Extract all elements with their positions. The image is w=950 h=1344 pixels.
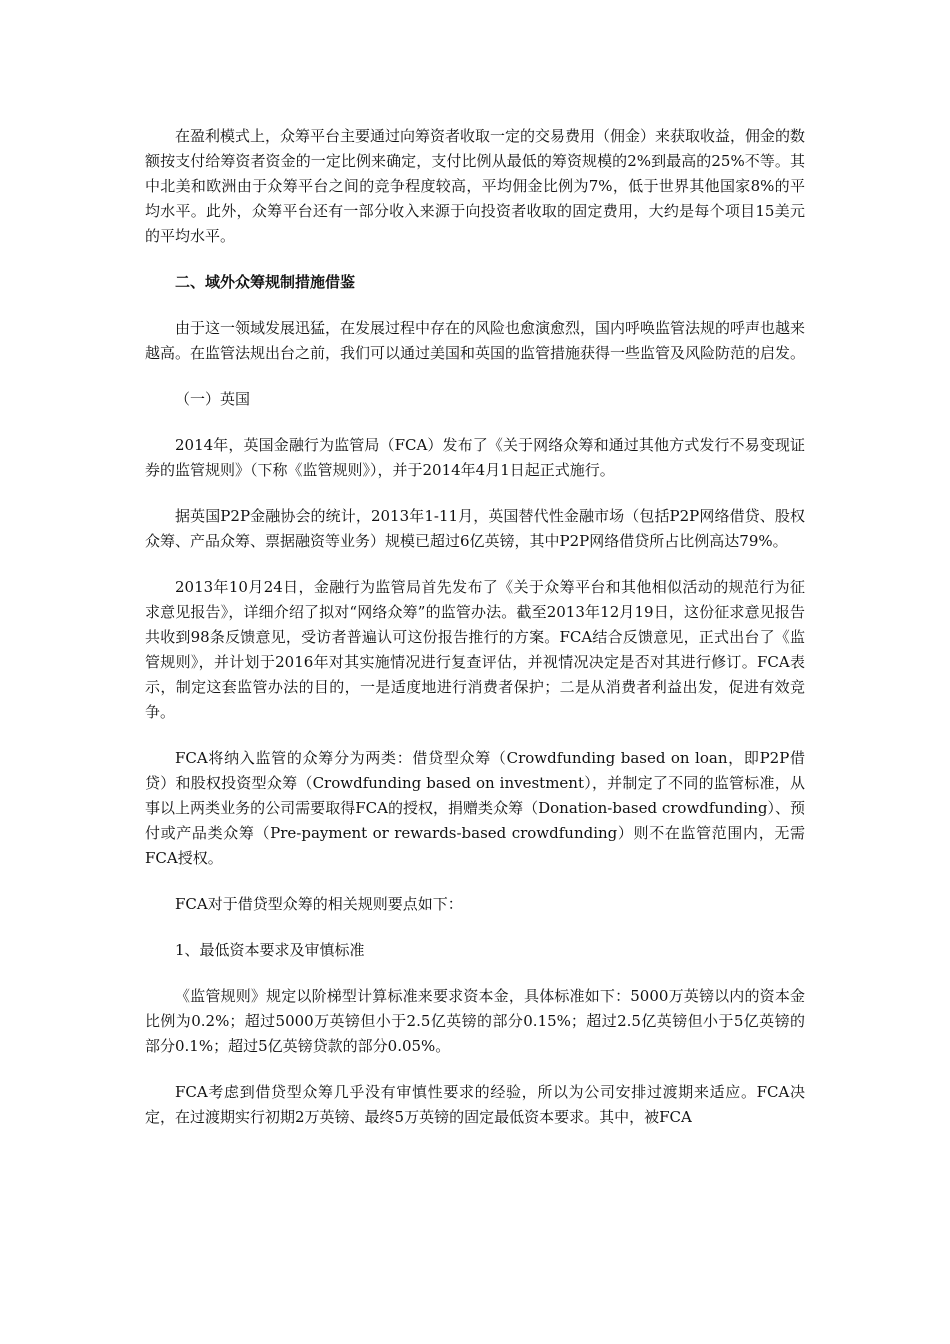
paragraph-regulation-intro: 由于这一领域发展迅猛，在发展过程中存在的风险也愈演愈烈，国内呼唤监管法规的呼声也越来越高。在监管法规出台之前，我们可以通过美国和英国的监管措施获得一些监管及风险防范的启发。 [145,319,806,362]
paragraph-transition-period: FCA考虑到借贷型众筹几乎没有审慎性要求的经验，所以为公司安排过渡期来适应。FCA决定，在过渡期实行初期2万英镑、最终5万英镑的固定最低资本要求。其中，被FCA [145,1083,805,1126]
paragraph-fca-rules-2014: 2014年，英国金融行为监管局（FCA）发布了《关于网络众筹和通过其他方式发行不易变现证券的监管规则》（下称《监管规则》），并于2014年4月1日起正式施行。 [145,436,805,479]
paragraph-crowdfunding-categories: FCA将纳入监管的众筹分为两类：借贷型众筹（Crowdfunding based on loan，即P2P借贷）和股权投资型众筹（Crowdfunding based on investment），并制定了不同的监管标准，从事以上两类业务的公司需要取得FCA的授权，捐赠类众筹（Donation-based crowdfunding）、预付或产品类众筹（Pre-payment or rewards-based crowdfunding）则不在监管范围内，无需FCA授权。 [145,749,805,867]
paragraph-loan-rules-intro: FCA对于借贷型众筹的相关规则要点如下： [175,895,463,913]
paragraph-tiered-capital: 《监管规则》规定以阶梯型计算标准来要求资本金，具体标准如下：5000万英镑以内的资本金比例为0.2%；超过5000万英镑但小于2.5亿英镑的部分0.15%；超过2.5亿英镑但小于5亿英镑的部分0.1%；超过5亿英镑贷款的部分0.05%。 [145,987,805,1055]
document-body [145,124,805,1130]
subsection-heading-uk: （一）英国 [175,390,251,408]
list-heading-capital-requirements: 1、最低资本要求及审慎标准 [175,941,365,959]
section-heading-foreign-regulation: 二、域外众筹规制措施借鉴 [175,273,356,291]
paragraph-p2p-statistics: 据英国P2P金融协会的统计，2013年1-11月，英国替代性金融市场（包括P2P网络借贷、股权众筹、产品众筹、票据融资等业务）规模已超过6亿英镑，其中P2P网络借贷所占比例高达79%。 [145,507,805,550]
paragraph-profit-model: 在盈利模式上，众筹平台主要通过向筹资者收取一定的交易费用（佣金）来获取收益，佣金的数额按支付给筹资者资金的一定比例来确定，支付比例从最低的筹资规模的2%到最高的25%不等。其中北美和欧洲由于众筹平台之间的竞争程度较高，平均佣金比例为7%，低于世界其他国家8%的平均水平。此外，众筹平台还有一部分收入来源于向投资者收取的固定费用，大约是每个项目15美元的平均水平。 [145,127,806,245]
paragraph-consultation-report: 2013年10月24日，金融行为监管局首先发布了《关于众筹平台和其他相似活动的规范行为征求意见报告》，详细介绍了拟对“网络众筹”的监管办法。截至2013年12月19日，这份征求意见报告共收到98条反馈意见，受访者普遍认可这份报告推行的方案。FCA结合反馈意见，正式出台了《监管规则》，并计划于2016年对其实施情况进行复查评估，并视情况决定是否对其进行修订。FCA表示，制定这套监管办法的目的，一是适度地进行消费者保护；二是从消费者利益出发，促进有效竞争。 [145,578,805,721]
